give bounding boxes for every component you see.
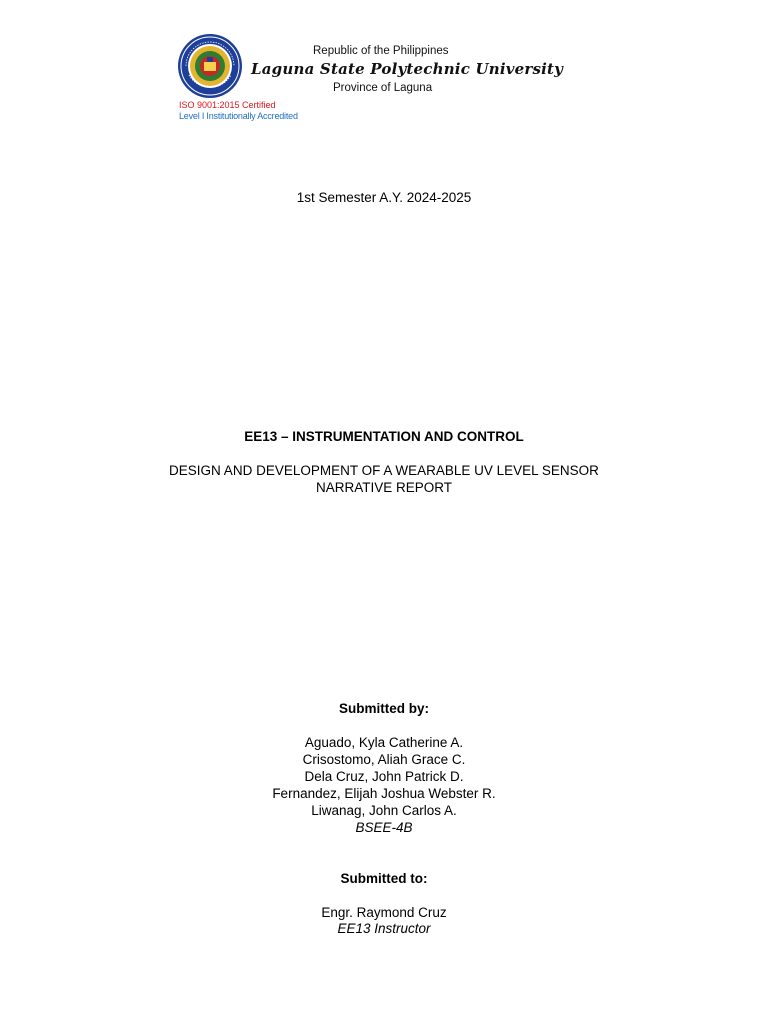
course-title: EE13 – INSTRUMENTATION AND CONTROL bbox=[244, 429, 524, 444]
submitted-to-heading: Submitted to: bbox=[340, 871, 428, 886]
submitted-by-heading: Submitted by: bbox=[339, 701, 429, 716]
province-label: Province of Laguna bbox=[333, 82, 433, 94]
republic-label: Republic of the Philippines bbox=[313, 45, 449, 57]
student-name: Crisostomo, Aliah Grace C. bbox=[302, 752, 466, 767]
instructor-name: Engr. Raymond Cruz bbox=[321, 905, 447, 920]
iso-certification: ISO 9001:2015 Certified bbox=[179, 100, 276, 110]
student-name: Liwanag, John Carlos A. bbox=[311, 803, 457, 818]
student-name: Dela Cruz, John Patrick D. bbox=[304, 769, 464, 784]
accreditation-label: Level I Institutionally Accredited bbox=[179, 111, 298, 121]
section-label: BSEE-4B bbox=[355, 820, 413, 835]
university-seal-logo bbox=[177, 33, 243, 99]
university-name: Laguna State Polytechnic University bbox=[251, 60, 564, 78]
semester-label: 1st Semester A.Y. 2024-2025 bbox=[296, 190, 472, 205]
student-name: Aguado, Kyla Catherine A. bbox=[304, 735, 464, 750]
report-title-line-2: NARRATIVE REPORT bbox=[315, 480, 453, 495]
letterhead bbox=[177, 33, 564, 128]
report-title-line-1: DESIGN AND DEVELOPMENT OF A WEARABLE UV LEVEL SENSOR bbox=[169, 463, 599, 478]
instructor-role: EE13 Instructor bbox=[337, 921, 431, 936]
student-name: Fernandez, Elijah Joshua Webster R. bbox=[272, 786, 496, 801]
